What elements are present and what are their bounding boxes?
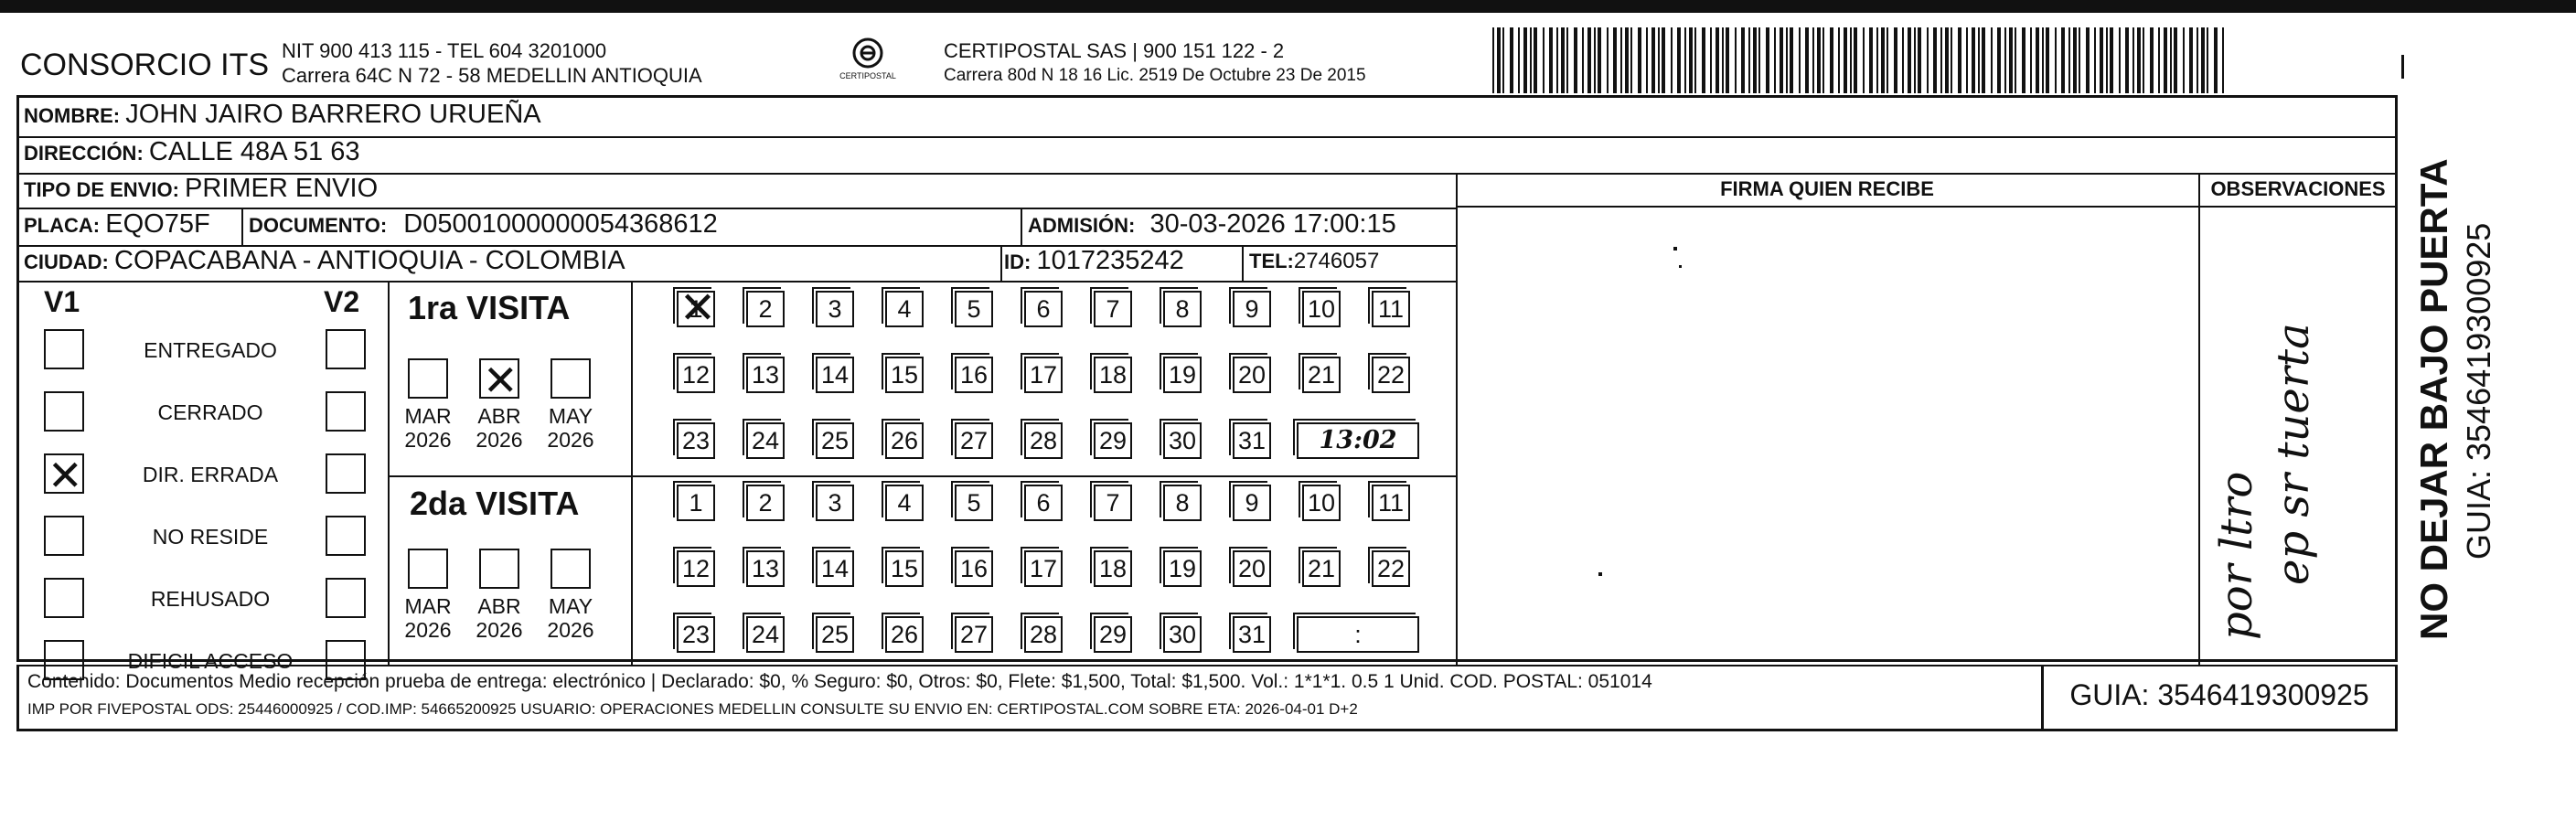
day-box[interactable]: 9 (1233, 291, 1271, 327)
barcode-bar (1502, 27, 1504, 93)
barcode-bar (2094, 27, 2096, 93)
placa-label: PLACA: (24, 214, 101, 237)
barcode-bar (1805, 27, 1809, 93)
barcode-bar (2125, 27, 2129, 93)
day-box[interactable]: 10 (1302, 291, 1341, 327)
barcode-bar (1534, 27, 1537, 93)
day-box[interactable]: 22 (1372, 357, 1410, 393)
barcode-bar (1966, 27, 1968, 93)
barcode-bar (1735, 27, 1737, 93)
day-box[interactable]: 23 (677, 616, 715, 653)
no-dejar-bajo-puerta: NO DEJAR BAJO PUERTA (2412, 158, 2455, 640)
day-box[interactable]: 6 (1024, 485, 1063, 521)
day-box[interactable]: 8 (1163, 485, 1202, 521)
month-year: 2026 (404, 618, 452, 642)
barcode-bar (1523, 27, 1527, 93)
footer-guia: GUIA: 3546419300925 (2041, 666, 2398, 731)
sender-address: Carrera 64C N 72 - 58 MEDELLIN ANTIOQUIA (282, 64, 702, 87)
day-box[interactable]: 13 (746, 357, 785, 393)
barcode-bar (2119, 27, 2121, 93)
v1-checkbox[interactable] (44, 453, 84, 494)
month-name: ABR (477, 594, 521, 618)
ink-speck (1598, 572, 1602, 576)
day-box[interactable]: 8 (1163, 291, 1202, 327)
barcode-bar (1492, 27, 1494, 93)
barcode-bar (1758, 27, 1760, 93)
barcode-bar (2132, 27, 2134, 93)
footer-contenido: Contenido: Documentos Medio recepción prueba de entrega: electrónico | Declarado: $0, % Seguro: $0, Otros: $0, Flete: $1,500, Total: $1,500. Vol.: 1*1*1. 0.5 1 Unid. COD. POSTAL: 051014 (27, 671, 1652, 692)
month-label (472, 594, 527, 642)
v2-checkbox[interactable] (326, 391, 366, 432)
day-box[interactable]: 28 (1024, 422, 1063, 459)
visit1-title: 1ra VISITA (408, 289, 571, 326)
barcode (1492, 27, 2227, 93)
barcode-bar (1607, 27, 1609, 93)
month-year: 2026 (476, 618, 523, 642)
day-box[interactable]: 28 (1024, 616, 1063, 653)
barcode-bar (1972, 27, 1975, 93)
v2-checkbox[interactable] (326, 578, 366, 618)
carrier-license: Carrera 80d N 18 16 Lic. 2519 De Octubre 23 De 2015 (944, 66, 1366, 85)
day-box[interactable]: 7 (1094, 291, 1132, 327)
barcode-bar (1625, 27, 1629, 93)
v2-checkbox[interactable] (326, 516, 366, 556)
barcode-bar (1594, 27, 1596, 93)
barcode-bar (1566, 27, 1568, 93)
nombre-row (24, 100, 541, 130)
day-box[interactable]: 1 ✕ (677, 291, 715, 327)
day-box[interactable]: 15 (885, 357, 924, 393)
id-row (1004, 246, 1184, 276)
day-box[interactable]: 20 (1233, 550, 1271, 587)
status-label: ENTREGADO (144, 338, 277, 362)
barcode-bar (2068, 27, 2070, 93)
barcode-bar (1951, 27, 1952, 93)
month-checkbox[interactable] (550, 549, 591, 589)
barcode-bar (2022, 27, 2026, 93)
direccion-value: CALLE 48A 51 63 (148, 137, 360, 166)
barcode-bar (2164, 27, 2167, 93)
day-box[interactable]: 13 (746, 550, 785, 587)
day-box[interactable]: 14 (816, 357, 854, 393)
month-year: 2026 (476, 428, 523, 452)
day-box[interactable]: 16 (955, 550, 993, 587)
nombre-label: NOMBRE: (24, 104, 121, 127)
barcode-bar (1927, 27, 1929, 93)
rule (16, 136, 2398, 138)
barcode-bar (1908, 27, 1911, 93)
ciudad-value: COPACABANA - ANTIOQUIA - COLOMBIA (114, 246, 625, 275)
barcode-bar (1543, 27, 1545, 93)
barcode-bar (1741, 27, 1745, 93)
tipo-label: TIPO DE ENVIO: (24, 178, 179, 201)
barcode-bar (1662, 27, 1665, 93)
barcode-bar (1799, 27, 1801, 93)
barcode-bar (1722, 27, 1724, 93)
day-box[interactable]: 23 (677, 422, 715, 459)
day-box[interactable]: 27 (955, 422, 993, 459)
day-box[interactable]: 25 (816, 422, 854, 459)
direccion-label: DIRECCIÓN: (24, 142, 144, 165)
day-box[interactable]: 16 (955, 357, 993, 393)
barcode-bar (1830, 27, 1833, 93)
tel-label: TEL: (1249, 250, 1294, 272)
rule (1456, 206, 2398, 208)
day-box[interactable]: 4 (885, 291, 924, 327)
day-box[interactable]: 3 (816, 485, 854, 521)
status-label: DIFICIL ACCESO (127, 649, 294, 673)
barcode-bar (2110, 27, 2113, 93)
barcode-bar (1991, 27, 1993, 93)
time-box[interactable]: 13:02 (1297, 422, 1419, 459)
day-box[interactable]: 4 (885, 485, 924, 521)
barcode-bar (2201, 27, 2205, 93)
barcode-bar (1646, 27, 1648, 93)
firma-separator (1456, 173, 1458, 665)
barcode-bar (2174, 27, 2177, 93)
carrier-name: CERTIPOSTAL SAS | 900 151 122 - 2 (944, 39, 1285, 62)
barcode-bar (1958, 27, 1961, 93)
barcode-bar (1844, 27, 1847, 93)
barcode-bar (1587, 27, 1591, 93)
barcode-bar (1530, 27, 1532, 93)
barcode-bar (1561, 27, 1565, 93)
barcode-bar (1677, 27, 1681, 93)
certipostal-logo (827, 35, 909, 90)
observation-line-1: por ltro (2211, 471, 2262, 640)
admision-value: 30-03-2026 17:00:15 (1149, 209, 1396, 239)
barcode-bar (1671, 27, 1673, 93)
sender-nit: NIT 900 413 115 - TEL 604 3201000 (282, 39, 607, 62)
admision-label: ADMISIÓN: (1028, 214, 1136, 237)
observaciones-header: OBSERVACIONES (2210, 177, 2386, 200)
barcode-bar (1790, 27, 1793, 93)
barcode-bar (2183, 27, 2185, 93)
barcode-bar (2189, 27, 2193, 93)
barcode-bar (1933, 27, 1937, 93)
barcode-bar (1812, 27, 1814, 93)
v2-header: V2 (324, 285, 360, 318)
month-year: 2026 (547, 428, 594, 452)
sender-info (282, 38, 702, 88)
barcode-bar (1549, 27, 1553, 93)
barcode-bar (2106, 27, 2108, 93)
barcode-bar (2086, 27, 2090, 93)
day-box[interactable]: 27 (955, 616, 993, 653)
day-box[interactable]: 17 (1024, 550, 1063, 587)
day-box[interactable]: 24 (746, 616, 785, 653)
day-box[interactable]: 29 (1094, 422, 1132, 459)
day-box[interactable]: 17 (1024, 357, 1063, 393)
barcode-bar (1658, 27, 1660, 93)
month-label (401, 404, 455, 452)
obs-separator (2198, 173, 2200, 665)
nombre-value: JOHN JAIRO BARRERO URUEÑA (125, 100, 541, 129)
barcode-bar (1850, 27, 1852, 93)
time-box[interactable]: : (1297, 616, 1419, 653)
barcode-bar (1838, 27, 1840, 93)
tel-value: 2746057 (1293, 249, 1380, 273)
barcode-bar (1651, 27, 1655, 93)
barcode-bar (1638, 27, 1641, 93)
barcode-bar (2207, 27, 2208, 93)
barcode-bar (2143, 27, 2144, 93)
ink-speck (1679, 265, 1682, 268)
month-checkbox[interactable] (550, 358, 591, 399)
day-box[interactable]: 21 (1302, 357, 1341, 393)
ink-speck (1673, 247, 1677, 251)
day-box[interactable]: 14 (816, 550, 854, 587)
status-label: REHUSADO (150, 587, 271, 611)
v1-checkbox[interactable] (44, 578, 84, 618)
status-label: CERRADO (157, 400, 263, 424)
barcode-bar (1863, 27, 1865, 93)
day-box[interactable]: 18 (1094, 550, 1132, 587)
day-box[interactable]: 26 (885, 422, 924, 459)
month-label (472, 404, 527, 452)
barcode-bar (2030, 27, 2032, 93)
month-name: MAY (548, 404, 593, 428)
barcode-bar (2100, 27, 2103, 93)
day-box[interactable]: 2 (746, 485, 785, 521)
barcode-bar (2015, 27, 2016, 93)
month-checkbox[interactable] (479, 358, 519, 399)
ciudad-row (24, 246, 625, 276)
barcode-bar (1510, 27, 1513, 93)
id-value: 1017235242 (1036, 246, 1184, 275)
barcode-bar (1997, 27, 2001, 93)
barcode-bar (2137, 27, 2141, 93)
barcode-bar (1630, 27, 1632, 93)
barcode-bar (2222, 27, 2224, 93)
day-box[interactable]: 11 (1372, 291, 1410, 327)
month-name: MAR (404, 404, 452, 428)
barcode-bar (1914, 27, 1916, 93)
day-box[interactable]: 3 (816, 291, 854, 327)
logo-caption: CERTIPOSTAL (839, 71, 896, 80)
month-checkbox[interactable] (479, 549, 519, 589)
top-black-band (0, 0, 2576, 13)
barcode-bar (1982, 27, 1985, 93)
v1-checkbox[interactable] (44, 329, 84, 369)
month-checkbox[interactable] (408, 549, 448, 589)
day-box[interactable]: 1 (677, 485, 715, 521)
barcode-bar (1702, 27, 1705, 93)
barcode-bar (1780, 27, 1783, 93)
month-checkbox[interactable] (408, 358, 448, 399)
month-name: ABR (477, 404, 521, 428)
barcode-bar (1613, 27, 1617, 93)
barcode-bar (1694, 27, 1696, 93)
barcode-bar (2079, 27, 2080, 93)
placa-row (24, 209, 210, 240)
barcode-bar (1556, 27, 1558, 93)
barcode-bar (1774, 27, 1776, 93)
barcode-bar (2004, 27, 2006, 93)
barcode-bar (1945, 27, 1949, 93)
barcode-bar (1918, 27, 1921, 93)
barcode-bar (1940, 27, 1942, 93)
barcode-bar (2158, 27, 2160, 93)
ciudad-label: CIUDAD: (24, 251, 109, 273)
barcode-bar (1876, 27, 1878, 93)
barcode-bar (2042, 27, 2044, 93)
tipo-row (24, 174, 378, 204)
barcode-bar (1854, 27, 1857, 93)
day-box[interactable]: 10 (1302, 485, 1341, 521)
documento-row (249, 209, 718, 240)
barcode-bar (1620, 27, 1622, 93)
day-box[interactable]: 5 (955, 291, 993, 327)
status-label: NO RESIDE (152, 525, 269, 549)
barcode-bar (2009, 27, 2013, 93)
barcode-bar (2170, 27, 2172, 93)
barcode-bar (1822, 27, 1824, 93)
admision-row (1028, 209, 1396, 240)
barcode-bar (1716, 27, 1719, 93)
v2-checkbox[interactable] (326, 453, 366, 494)
month-label (401, 594, 455, 642)
barcode-bar (1766, 27, 1769, 93)
barcode-bar (2036, 27, 2039, 93)
day-box[interactable]: 30 (1163, 422, 1202, 459)
barcode-bar (1726, 27, 1729, 93)
barcode-bar (2055, 27, 2057, 93)
barcode-bar (1574, 27, 1577, 93)
barcode-bar (2214, 27, 2218, 93)
v1-header: V1 (44, 285, 80, 318)
barcode-bar (1598, 27, 1601, 93)
day-box[interactable]: 2 (746, 291, 785, 327)
sender-name: CONSORCIO ITS (20, 48, 270, 82)
barcode-bar (1817, 27, 1821, 93)
barcode-bar (1869, 27, 1873, 93)
barcode-bar (1753, 27, 1757, 93)
tipo-value: PRIMER ENVIO (185, 174, 379, 203)
barcode-bar (1684, 27, 1686, 93)
day-box[interactable]: 24 (746, 422, 785, 459)
day-box[interactable]: 12 (677, 550, 715, 587)
barcode-bar (1887, 27, 1888, 93)
day-box[interactable]: 29 (1094, 616, 1132, 653)
v1-checkbox[interactable] (44, 391, 84, 432)
month-name: MAY (548, 594, 593, 618)
day-box[interactable]: 21 (1302, 550, 1341, 587)
id-label: ID: (1004, 251, 1031, 273)
day-box[interactable]: 26 (885, 616, 924, 653)
day-box[interactable]: 25 (816, 616, 854, 653)
day-box[interactable]: 12 (677, 357, 715, 393)
day-box[interactable]: 7 (1094, 485, 1132, 521)
day-box[interactable]: 19 (1163, 357, 1202, 393)
day-box[interactable]: 30 (1163, 616, 1202, 653)
day-box[interactable]: 31 (1233, 616, 1271, 653)
barcode-bar (1894, 27, 1897, 93)
placa-value: EQO75F (105, 209, 210, 239)
day-box[interactable]: 6 (1024, 291, 1063, 327)
barcode-bar (2197, 27, 2198, 93)
visit2-title: 2da VISITA (410, 485, 580, 522)
month-label (543, 404, 598, 452)
day-box[interactable]: 22 (1372, 550, 1410, 587)
footer-imp: IMP POR FIVEPOSTAL ODS: 25446000925 / COD.IMP: 54665200925 USUARIO: OPERACIONES MEDELLIN CONSULTE SU ENVIO EN: CERTIPOSTAL.COM SOBRE ETA: 2026-04-01 D+2 (27, 700, 1358, 718)
direccion-row (24, 137, 359, 167)
day-box[interactable]: 18 (1094, 357, 1132, 393)
status-label: DIR. ERRADA (142, 463, 279, 486)
tel-row (1249, 249, 1379, 274)
barcode-bar (1582, 27, 1584, 93)
v1-checkbox[interactable] (44, 516, 84, 556)
barcode-bar (1748, 27, 1750, 93)
month-year: 2026 (547, 618, 594, 642)
documento-value: D05001000000054368612 (403, 209, 718, 239)
day-box[interactable]: 19 (1163, 550, 1202, 587)
barcode-bar (1786, 27, 1788, 93)
barcode-bar (1689, 27, 1693, 93)
day-box[interactable]: 15 (885, 550, 924, 587)
barcode-bar (1518, 27, 1520, 93)
barcode-bar (2061, 27, 2065, 93)
observation-line-2: ep sr tuerta (2268, 323, 2319, 585)
barcode-bar (1902, 27, 1904, 93)
barcode-bar (1710, 27, 1712, 93)
day-box[interactable]: 11 (1372, 485, 1410, 521)
day-box[interactable]: 9 (1233, 485, 1271, 521)
barcode-bar (2073, 27, 2077, 93)
barcode-bar (1978, 27, 1980, 93)
barcode-bar (1881, 27, 1885, 93)
barcode-bar (2150, 27, 2154, 93)
day-box[interactable]: 20 (1233, 357, 1271, 393)
day-box[interactable]: 5 (955, 485, 993, 521)
documento-label: DOCUMENTO: (249, 214, 388, 237)
rule (16, 281, 1456, 283)
barcode-bar (2046, 27, 2049, 93)
carrier-info (944, 38, 1366, 88)
side-guia: GUIA: 3546419300925 (2460, 222, 2497, 560)
tick-mark (2401, 55, 2404, 79)
month-label (543, 594, 598, 642)
day-box[interactable]: 31 (1233, 422, 1271, 459)
barcode-bar (1497, 27, 1501, 93)
month-name: MAR (404, 594, 452, 618)
firma-header: FIRMA QUIEN RECIBE (1720, 177, 1934, 200)
month-year: 2026 (404, 428, 452, 452)
v2-checkbox[interactable] (326, 329, 366, 369)
